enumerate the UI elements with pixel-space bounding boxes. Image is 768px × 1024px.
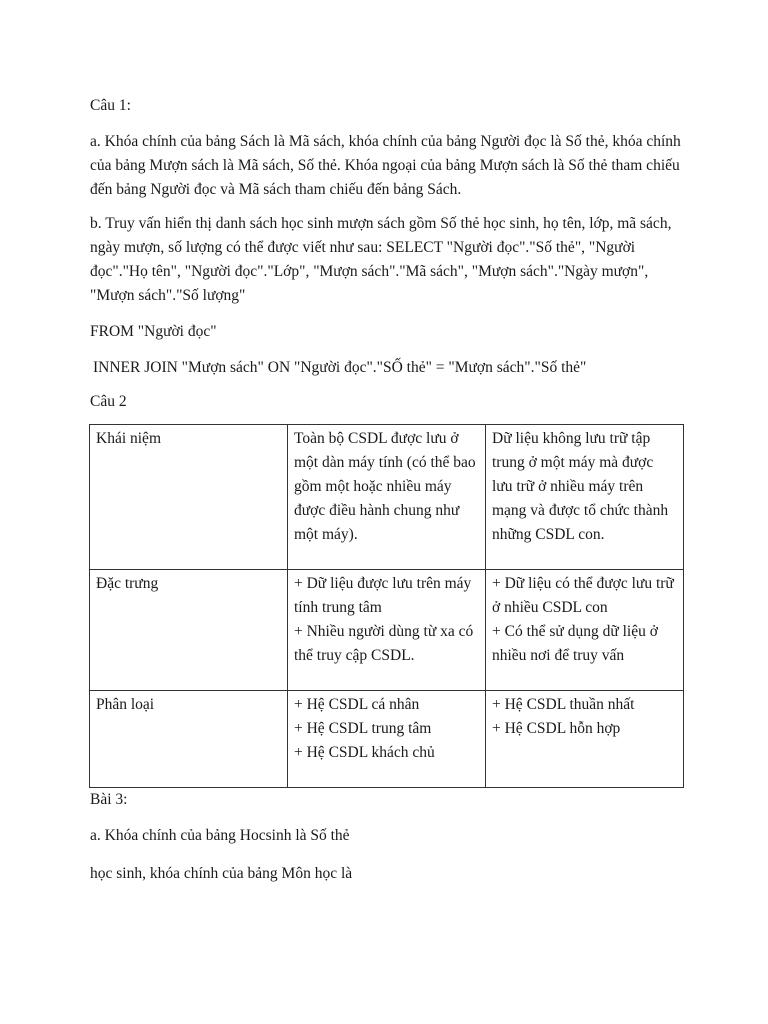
- cell-text: + Hệ CSDL khách chủ: [294, 744, 435, 761]
- question-3-title: Bài 3:: [90, 791, 128, 808]
- row-label-cell: [90, 691, 288, 788]
- question-3-part-a-continued: học sinh, khóa chính của bảng Môn học là: [90, 865, 353, 882]
- row-label: Phân loại: [96, 696, 155, 713]
- comparison-table: [89, 424, 684, 788]
- sql-join-clause: INNER JOIN "Mượn sách" ON "Người đọc"."SỐ thẻ" = "Mượn sách"."Số thẻ": [93, 359, 587, 376]
- table-row: [90, 691, 684, 788]
- sql-from-clause: FROM "Người đọc": [90, 323, 217, 340]
- cell-text: + Hệ CSDL cá nhân: [294, 696, 420, 713]
- cell-text: + Hệ CSDL hỗn hợp: [492, 720, 621, 737]
- question-1-part-a: a. Khóa chính của bảng Sách là Mã sách, khóa chính của bảng Người đọc là Số thẻ, khóa chính của bảng Mượn sách là Mã sách, Số thẻ. Khóa ngoại của bảng Mượn sách là Số thẻ tham chiếu đến bảng Người đọc và Mã sách tham chiếu đến bảng Sách.: [90, 133, 681, 198]
- cell-text: + Nhiều người dùng từ xa có thể truy cập CSDL.: [294, 623, 474, 664]
- centralized-cell: [288, 691, 486, 788]
- distributed-cell: [486, 425, 684, 570]
- table-row: [90, 425, 684, 570]
- cell-text: + Có thể sử dụng dữ liệu ở nhiều nơi để truy vấn: [492, 623, 658, 664]
- question-3-part-a: a. Khóa chính của bảng Hocsinh là Số thẻ: [90, 827, 350, 844]
- cell-text: + Hệ CSDL thuần nhất: [492, 696, 635, 713]
- row-label: Đặc trưng: [96, 575, 159, 592]
- cell-text: + Dữ liệu có thể được lưu trữ ở nhiều CSDL con: [492, 575, 674, 616]
- distributed-cell: [486, 691, 684, 788]
- question-1-title: Câu 1:: [90, 97, 131, 114]
- question-2-title: Câu 2: [90, 393, 127, 410]
- cell-text: Toàn bộ CSDL được lưu ở một dàn máy tính (có thể bao gồm một hoặc nhiều máy được điều hành chung như một máy).: [294, 430, 476, 543]
- centralized-cell: [288, 425, 486, 570]
- row-label-cell: [90, 570, 288, 691]
- question-1-part-b: b. Truy vấn hiển thị danh sách học sinh mượn sách gồm Số thẻ học sinh, họ tên, lớp, mã sách, ngày mượn, số lượng có thể được viết như sau: SELECT "Người đọc"."Số thẻ", "Người đọc"."Họ tên", "Người đọc"."Lớp", "Mượn sách"."Mã sách", "Mượn sách"."Ngày mượn", "Mượn sách"."Số lượng": [90, 215, 672, 304]
- cell-text: + Hệ CSDL trung tâm: [294, 720, 432, 737]
- row-label: Khái niệm: [96, 430, 161, 447]
- centralized-cell: [288, 570, 486, 691]
- row-label-cell: [90, 425, 288, 570]
- distributed-cell: [486, 570, 684, 691]
- cell-text: Dữ liệu không lưu trữ tập trung ở một máy mà được lưu trữ ở nhiều máy trên mạng và được tổ chức thành những CSDL con.: [492, 430, 669, 543]
- cell-text: + Dữ liệu được lưu trên máy tính trung tâm: [294, 575, 472, 616]
- table-row: [90, 570, 684, 691]
